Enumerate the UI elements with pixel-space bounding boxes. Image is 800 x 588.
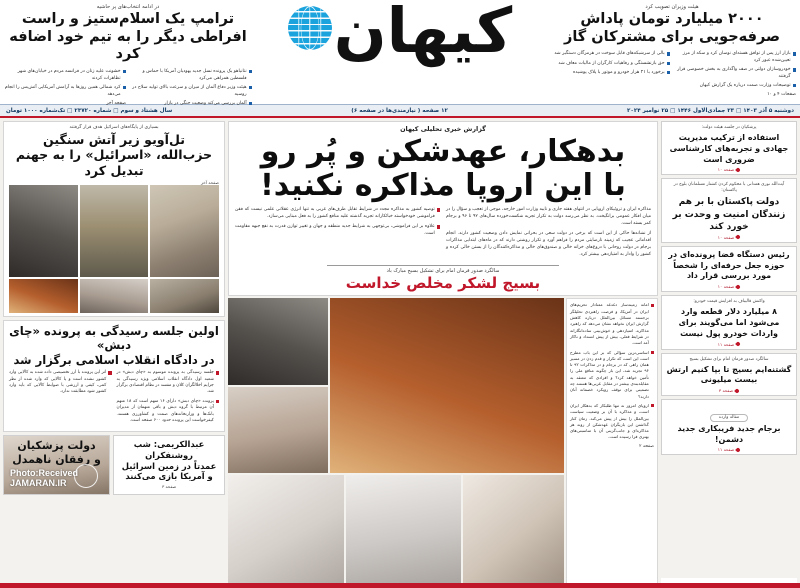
left-photo-row-1 [9,185,219,277]
left-top-kicker: بسیاری از پایگاه‌های اسرائیل هدف قرار گرفتند [69,125,159,130]
text-bullet: اروپای امروز نه تنها طلبکار که بدهکار ایران است، و مذاکره با آن بر وضعیت سیاست بین‌الملل را بیش از پیش می‌کند. زمان کنار گذاشتن این بازیگران عهدشکن از روند هر مذاکره‌ای و جانب‌گزینی آن با مناسبتی‌های بهتری فرا رسیده است. [570,403,654,444]
left-bottom-card-1[interactable] [3,435,110,495]
masthead-bullet: برخورد با ۲۱ هزار خودرو و موتور با پلاک پوشیده [548,70,670,77]
sidebar-headline: رئیس دستگاه قضا پرونده‌ای در حوزه جعل حرفه‌ای را شخصاً مورد بررسی قرار داد [668,249,790,281]
masthead-right-headline: ۲۰۰۰ میلیارد تومان پاداش صرفه‌جویی برای مشترکان گاز [564,11,780,45]
bullet-square-icon [108,371,111,374]
lead-body-left [235,207,440,262]
sidebar-item-5[interactable] [661,399,797,455]
bottom-card-headline-line1: دولت پزشکیان [17,438,96,452]
photo-medical-checkup [346,475,462,588]
sidebar-item-2[interactable] [661,246,797,292]
left-photo-row-2 [9,279,219,313]
lead-body-right [446,207,651,262]
sidebar-headline: دولت پاکستان با بر هم زنندگان امنیت و وحدت بر خورد کند [672,197,786,232]
basij-headline: بسیج لشکر مخلص خداست [345,273,541,292]
photo-subcolumn [228,298,328,473]
sidebar-item-3[interactable] [661,295,797,349]
newspaper-logo [275,0,525,68]
masthead-bullet: خودروسازان دولتی در صف واگذاری به بخش خصوصی قرار گرفتند [674,67,796,80]
bullet-square-icon [123,70,126,73]
masthead-bullet: حق بازنشستگی و رفاهیات کارگران از مالیات معاف شد [548,61,670,68]
sidebar-category-pill: مقاله وارده [710,414,748,422]
issue-date: دوشنبه ۵ آذر ۱۴۰۳ □ ۲۳ جمادی‌الاول ۱۴۴۶ □ ۲۵ نوامبر ۲۰۲۴ [626,107,794,114]
sidebar-headline: برجام جدید فریبکاری جدید دشمن! [677,423,781,444]
sidebar-item-4[interactable] [661,353,797,397]
masthead-bullet: توضیحات وزارت صمت درباره یک گزارش کیهان [674,83,796,90]
sidebar-page-ref: صفحه ۱۱ [666,342,792,347]
bullet-square-icon [651,304,654,307]
bullet-square-icon [651,351,654,354]
issue-pages: ۱۲ صفحه ( نیازمندی‌ها در صفحه ۶) [351,107,448,114]
left-second-body [9,370,219,428]
bullet-square-icon [123,86,126,89]
left-bullet: اثر این پرونده با ارز تخصیصی داده شده به کالایی وارد کشور نشده است و یا کالایی که وارد شده از نظر کمی، کیفی و ارزشی با ضوابط کالایی که باید وارد کشور شود مطابقت ندارد. [9,370,112,399]
sidebar-page-ref: صفحه ۱۰ [666,284,792,289]
photo-indoor-ceremony [463,475,564,588]
left-bullet: پرونده «چای دبش» دارای ۱۶ متهم است که ۱۸ متهم آن مرتبط با گروه دبش و باقی متهمان از مدیران بانک‌ها و وزارتخانه‌های صمت و کشاورزی هستند. کیفرخواست این پرونده حدود ۶۰۰ صفحه است. [117,399,220,428]
bullet-square-icon [667,71,670,74]
center-text-page-ref: صفحه ۲ [639,443,654,449]
sidebar-kicker: آیت‌الله نوری همدانی با محکوم کردن کشتار مسلمانان بلوچ در پاکستان: [673,182,785,194]
masthead-left-headline: ترامپ یک اسلام‌ستیز و راست افراطی دیگر را به تیم خود اضافه کرد [9,11,247,63]
flower-icon [735,235,741,241]
flower-icon [735,341,741,347]
lead-headline-line2: با این اروپا مذاکره نکنید! [260,167,626,203]
bullet-square-icon [793,84,796,87]
masthead-left-bullets [4,69,252,110]
bullet-square-icon [249,70,252,73]
photo-watermark: Photo:Received JAMARAN.IR [10,467,79,489]
bullet-square-icon [437,208,440,211]
masthead-right-story [548,2,796,97]
sidebar-headline: گشتنه‌ایم بسیج تا بپا کنیم ارتش بیست میلیونی [666,364,792,385]
sidebar-page-ref: صفحه ۱۱ [666,447,792,452]
center-column [228,121,658,588]
bullet-square-icon [437,225,440,228]
issue-number: سال هشتاد و سوم □ شماره ۲۳۷۲۰ □ تک‌شماره ۱۰۰۰ تومان [6,107,173,114]
photo-damaged-building [150,185,219,277]
bullet-square-icon [249,86,252,89]
masthead-bullet: بازار ارز پس از توافق هسته‌ای نوسان کرد و سکه از مرز تعیین‌شده عبور کرد [674,51,796,64]
flower-icon [735,284,741,290]
photo-burned-interior [9,185,78,277]
left-column [3,121,225,588]
left-top-headline-line1: تل‌آویو زیر آتش سنگین [43,131,185,147]
left-body-right [117,370,220,428]
center-continuation-text [566,298,658,588]
photo-relief-crowd [228,387,328,473]
masthead-left-kicker: در ادامه انتخاب‌های پر حاشیه [96,4,160,10]
photo-hospital-care [228,475,344,588]
masthead-left-story [4,2,252,110]
lead-headline-line1: بدهکار، عهدشکن و پُر رو [260,134,626,169]
masthead-right-kicker: هیئت وزیران تصویب کرد [645,4,699,10]
lead-bullet: توصیه کشور به مذاکره مجدد در شرایط تقابل طرف‌های غربی به تنها انرژی عقلانی علمی نیست که فقن فراموشی خودخواسته خبائکارانه تجربه گذشته علیه منافع کشور را به فعل مبنایی می‌سازد. [235,207,440,224]
globe-ring [301,6,319,50]
sidebar-kicker: پزشکیان در جلسه هیئت دولت: [701,125,757,130]
photo-rubble-rescue [228,298,328,384]
photo-basij-troops [330,298,564,473]
left-top-page-ref: صفحه آخر [200,179,219,185]
masthead-bullet: بالی از سرشبکه‌های قابل سوخت در هرمزگان دستگیر شد [548,51,670,58]
sidebar-headline: ۸ میلیارد دلار قطعه وارد می‌شود اما می‌گویند برای واردات خودرو پول نیست [678,307,780,338]
masthead-bullet: آلمان بررسی می‌کند وضعیت جنگی در بازار [130,101,252,108]
photo-smoke-ruins [80,185,149,277]
sidebar-page-ref: صفحه ۳ [666,388,792,393]
left-bullet: جلسه رسیدگی به پرونده موسوم به «چای دبش» در شعبه اول دادگاه انقلاب اسلامی ویژه رسیدگی به جرایم اخلالگران کلان و مفسد در نظام اقتصادی برگزار شد. [117,370,220,399]
left-top-headline-line2: حزب‌الله، «اسرائیل» را به جهنم تبدیل کرد [15,147,213,178]
bullet-square-icon [651,404,654,407]
sidebar-page-ref: صفحه ۱۰ [666,235,792,240]
left-body-left [9,370,112,428]
left-top-story[interactable] [3,121,225,317]
lead-bullet: علاوه بر این فراموشی، بی‌توجهی به شرایط جدید منطقه و جهان و تغییر توازن قدرت به نفع جبهه مقاومت است. [235,224,440,241]
newspaper-title: کیهان [333,0,513,68]
bottom-card-headline-line1: عبدالکریمی: شب روشنفکران [133,438,205,460]
text-bullet: اساسی‌ترین سؤالی که بر این باب مطرح است این است که تکرار و قدم زدن در مسیر همان راهی که در برجام و در مذاکرات ۹۲ تا ۹۶ تجربه شد، این بار چگونه منافع ملی را تأمین خواهد کرد؟ و افرادی که معتقد به مقابله‌بندی بیشتر در مقابل غربی‌ها هستند چه تضمینی برای توقف رویکرد خصمانه آنان دارند؟ [570,350,654,403]
photo-tree-debris [80,279,149,313]
sidebar-kicker: سالگرد صدور فرمان امام برای تشکیل بسیج [689,356,769,362]
bullet-square-icon [216,371,219,374]
bullet-square-icon [793,52,796,55]
lead-story[interactable] [228,121,658,296]
basij-kicker: سالگرد صدور فرمان امام برای تشکیل بسیج مبارک باد [386,267,500,274]
sidebar-kicker: واکنش قالیباف به افزایش قیمت خودرو: [693,299,765,305]
bottom-card-headline-line2: عمدتاً در زمین اسرائیل و آمریکا بازی می‌کنند [121,460,217,482]
left-bottom-card-0[interactable] [113,435,225,495]
photo-rubble-wide [150,279,219,313]
masthead-bullet: خشونت علیه زنان در فرانسه مردم در خیابان‌های شهر تظاهرات کردند [4,69,126,82]
bullet-square-icon [216,400,219,403]
bullet-square-icon [667,52,670,55]
sidebar-item-1[interactable] [661,178,797,242]
left-second-headline-line1: اولین جلسه رسیدگی به پرونده «چای دبش» [9,323,219,353]
sidebar-headline: استفاده از ترکیب مدیریت جهادی و تجربه‌های کارشناسی ضروری است [669,133,789,164]
globe-icon [288,6,332,50]
bullet-square-icon [249,102,252,105]
page-body [0,118,800,588]
masthead-bullet: نتانیاهو یک پرونده نسل جدید یهودیان آمریکا با حماس و فلسطین همراهی می‌کرد [130,69,252,82]
masthead-bullet: هیئت وزیر دفاع آلمان از میزان و سرعت بالای تولید سلاح در روسیه [130,85,252,98]
bottom-card-headline-line2: و رفقان ناهمدل [12,452,101,466]
photo-row-top [228,298,564,473]
masthead [0,0,800,104]
flower-icon [735,447,741,453]
masthead-right-bullets [548,51,796,97]
masthead-bullet: کرد شمالی همین روزها به آرامش آمریکایی آتش‌بس را انجام می‌دهد [4,85,126,98]
photo-row-bottom [228,475,564,588]
bullet-square-icon [793,68,796,71]
right-sidebar [661,121,797,588]
bullet-square-icon [667,62,670,65]
lead-paragraph: مذاکره ایران و تروئیکای اروپایی در انتهای هفته جاری و نایبه وزارت امور خارجه، موجی از تعجب و سؤال را در میان افکار عمومی برانگیخت. به نظر می‌رسد دولت به تکرار تجربه شکست‌خورده سال‌های ۹۲ تا ۹۶ و برجام کمر بسته است. [446,207,652,227]
masthead-left-page-ref: صفحه آخر [106,100,126,106]
lead-kicker: گزارش خبری تحلیلی کیهان [400,125,486,133]
lead-body [235,207,651,262]
left-second-story[interactable] [3,320,225,432]
masthead-right-page-ref: صفحات ۴ و ۱۰ [767,92,796,98]
footer-accent-line [0,583,800,588]
lead-paragraph: از نشانه‌ها حاکی از این است که برخی در دولت سعی در بحرانی نمایش دادن وضعیت کشور دارند. انجام اقداماتی عجیب که زمینه نارضایتی مردم را فراهم آورد و تکرار روشنی دارند که در ماه‌های ابتدایی مذاکرات برجام در دولت روحانی با دروغ‌های خزانه خالی و صندوق‌های خالی و مذاکره‌کنندگان را از بستن خالی کرده و کشور را وادار به امتیازدهی بیشتر کرد. [446,231,651,257]
left-second-headline-line2: در دادگاه انقلاب اسلامی برگزار شد [13,352,215,367]
text-bullet: امانه زمینه‌ساز دغدغه معنادار تحریم‌های ایران در آمریکا، و فرصت راهبردی تحلیلگر برجسته مسائل بین‌الملل درباره کاهش گزارش ایران نخواهد نشان می‌دهد که راهبرد مذاکره، امتیازدهی و خوش‌بینی ساده‌انگارانه در شرایط فعلی، بیش از پیش انسداد و ناکار آمد است. [570,302,654,349]
left-bottom-strip [3,435,225,495]
bottom-card-page-ref: صفحه ۳ [161,484,177,490]
sidebar-item-0[interactable] [661,121,797,175]
photo-grid [228,298,564,588]
photo-collage-section [228,298,658,588]
sidebar-page-ref: صفحه ۱۰ [666,167,792,172]
divider [327,265,560,266]
flower-icon [734,388,740,394]
flower-icon [735,167,741,173]
photo-fire-blast [9,279,78,313]
